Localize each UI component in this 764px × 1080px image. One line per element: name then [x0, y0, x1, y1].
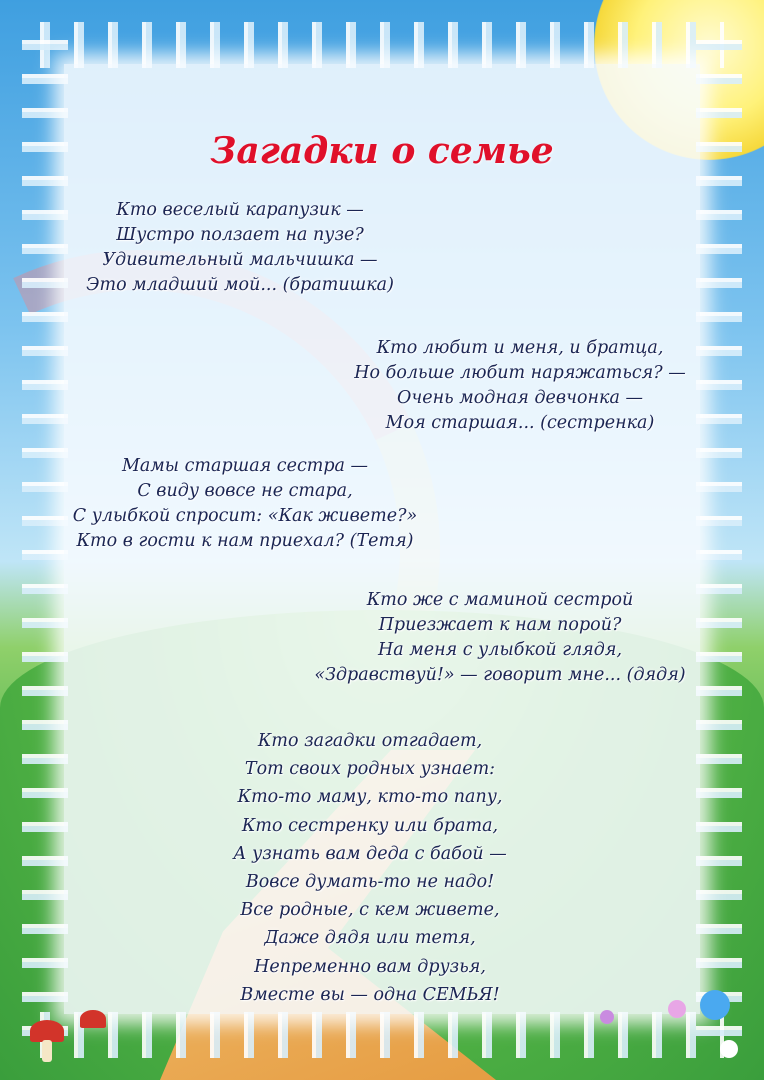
poem-line: Даже дядя или тетя,	[264, 928, 476, 949]
flower-icon	[668, 1000, 686, 1018]
closing-poem	[170, 727, 570, 1009]
mushroom-stem	[42, 1040, 52, 1062]
poem-line: Моя старшая... (сестренка)	[385, 413, 655, 433]
poem-line: Это младший мой... (братишка)	[86, 275, 394, 295]
poem-line: Тот своих родных узнает:	[244, 759, 496, 780]
poem-line: На меня с улыбкой глядя,	[377, 640, 623, 660]
poem-line: Кто же с маминой сестрой	[366, 590, 634, 610]
poem-line: А узнать вам деда с бабой —	[233, 843, 507, 864]
poem-line: Кто любит и меня, и братца,	[376, 338, 664, 358]
riddle-stanza	[330, 336, 710, 436]
poem-line: Удивительный мальчишка —	[102, 250, 378, 270]
flower-icon	[720, 1040, 738, 1058]
poem-line: Кто загадки отгадает,	[257, 731, 483, 751]
mushroom-icon	[80, 1010, 106, 1028]
poem-line: С виду вовсе не стара,	[137, 481, 353, 501]
poem-line: Шустро ползает на пузе?	[116, 225, 364, 245]
poem-line: Вовсе думать-то не надо!	[245, 872, 495, 893]
flower-icon	[600, 1010, 614, 1024]
poem-line: Очень модная девчонка —	[397, 388, 643, 408]
poem-line: Кто сестренку или брата,	[241, 815, 499, 836]
poem-line: Кто веселый карапузик —	[116, 200, 364, 220]
mushroom-icon	[30, 1020, 64, 1042]
poem-line: Кто-то маму, кто-то папу,	[237, 787, 503, 808]
riddle-stanza	[60, 454, 430, 554]
poem-line: Непременно вам друзья,	[254, 956, 486, 977]
frame-border-bottom	[40, 1012, 724, 1058]
poem-line: Вместе вы — одна СЕМЬЯ!	[240, 984, 500, 1005]
riddle-stanza	[70, 198, 410, 298]
poem-line: Все родные, с кем живете,	[240, 900, 500, 921]
page-title: Загадки о семье	[210, 130, 554, 172]
poem-line: Но больше любит наряжаться? —	[354, 363, 686, 383]
poem-line: Мамы старшая сестра —	[121, 456, 369, 476]
poem-line: Приезжает к нам порой?	[378, 615, 622, 635]
riddle-stanza	[300, 588, 700, 688]
frame-border-top	[40, 22, 724, 68]
poem-line: «Здравствуй!» — говорит мне... (дядя)	[314, 665, 686, 685]
poem-line: Кто в гости к нам приехал? (Тетя)	[76, 531, 414, 551]
poem-line: С улыбкой спросит: «Как живете?»	[72, 506, 418, 526]
flower-icon	[700, 990, 730, 1020]
frame-border-right	[696, 40, 742, 1040]
